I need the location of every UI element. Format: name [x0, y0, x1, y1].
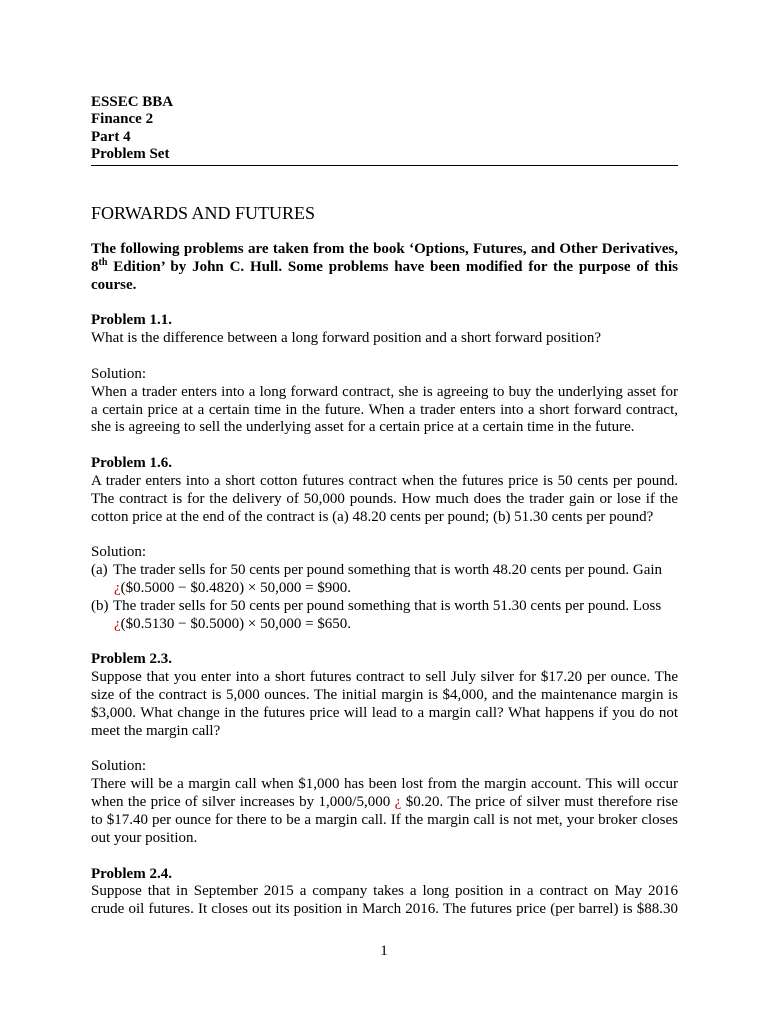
- problem-heading: Problem 1.1.: [91, 312, 172, 329]
- header-rule: [91, 165, 678, 166]
- solution-text-segment: when the price of silver increases by 1,000/5,000: [91, 794, 391, 811]
- problem-text-line: Suppose that in September 2015 a company takes a long position in a contract on May 2016: [91, 883, 678, 900]
- problem-text-line: meet the margin call?: [91, 722, 221, 739]
- solution-text-line: a certain price at a certain time in the future. When a trader enters into a short forward contract,: [91, 401, 678, 418]
- problem-2-4: [91, 866, 678, 920]
- page-number: 1: [380, 943, 388, 959]
- problem-text-line: crude oil futures. It closes out its position in March 2016. The futures price (per barrel) is $88.30: [91, 901, 678, 918]
- course-name: Finance 2: [91, 111, 154, 128]
- solution-1-1: [91, 366, 678, 437]
- page-title: FORWARDS AND FUTURES: [91, 203, 316, 223]
- problem-text-line: What is the difference between a long forward position and a short forward position?: [91, 330, 601, 347]
- edition-number: 8: [91, 258, 99, 275]
- document-body: [91, 241, 678, 937]
- equation-expression: ($0.5130 − $0.5000) × 50,000 = $650.: [120, 615, 352, 632]
- problem-1-6: [91, 455, 678, 526]
- edition-ordinal-suffix: th: [98, 256, 108, 268]
- solution-2-3: [91, 758, 678, 847]
- solution-text-line: When a trader enters into a long forward contract, she is agreeing to buy the underlying asset for: [91, 383, 678, 400]
- equation-a: [91, 580, 678, 598]
- intro-line: course.: [91, 276, 137, 293]
- intro-line-text: Edition’ by John C. Hull. Some problems have been modified for the purpose of this: [113, 258, 678, 275]
- solution-1-6: [91, 544, 678, 633]
- intro-paragraph: [91, 241, 678, 295]
- document-type: Problem Set: [91, 146, 170, 163]
- intro-line: [91, 256, 678, 277]
- solution-text-line: she is agreeing to sell the underlying asset for a certain price at a certain time in the future.: [91, 419, 635, 436]
- solution-label: Solution:: [91, 544, 147, 561]
- problem-text-line: $3,000. What change in the futures price will lead to a margin call? What happens if you do not: [91, 704, 678, 721]
- equation-b: [91, 616, 678, 634]
- item-label: (a): [91, 562, 108, 579]
- problem-text-line: size of the contract is 5,000 ounces. The initial margin is $4,000, and the maintenance margin is: [91, 687, 678, 704]
- missing-symbol-marker: ¿: [114, 615, 121, 632]
- problem-heading: Problem 2.3.: [91, 651, 172, 668]
- solution-text-line: [91, 794, 678, 812]
- item-text: The trader sells for 50 cents per pound something that is worth 51.30 cents per pound. Loss: [113, 597, 662, 614]
- problem-text-line: A trader enters into a short cotton futures contract when the futures price is 50 cents per pound.: [91, 472, 678, 489]
- missing-symbol-marker: ¿: [114, 580, 121, 597]
- item-text: The trader sells for 50 cents per pound something that is worth 48.20 cents per pound. Gain: [113, 562, 663, 579]
- missing-symbol-marker: ¿: [394, 794, 402, 811]
- problem-heading: Problem 2.4.: [91, 865, 172, 882]
- solution-text-line: out your position.: [91, 829, 198, 846]
- solution-item-b: [91, 598, 678, 616]
- intro-line: The following problems are taken from the book ‘Options, Futures, and Other Derivatives,: [91, 241, 678, 257]
- problem-text-line: Suppose that you enter into a short futures contract to sell July silver for $17.20 per ounce. The: [91, 669, 678, 686]
- solution-text-segment: $0.20. The price of silver must therefore rise: [405, 794, 679, 811]
- solution-text-line: to $17.40 per ounce for there to be a margin call. If the margin call is not met, your broker closes: [91, 812, 678, 828]
- problem-text-line: cotton price at the end of the contract is (a) 48.20 cents per pound; (b) 51.30 cents per pound?: [91, 508, 654, 525]
- equation-expression: ($0.5000 − $0.4820) × 50,000 = $900.: [120, 580, 352, 597]
- problem-1-1: [91, 312, 678, 348]
- problem-2-3: [91, 651, 678, 740]
- solution-label: Solution:: [91, 365, 147, 382]
- solution-item-a: [91, 562, 678, 580]
- solution-label: Solution:: [91, 758, 147, 775]
- school-name: ESSEC BBA: [91, 94, 174, 110]
- problem-text-line: The contract is for the delivery of 50,000 pounds. How much does the trader gain or lose if the: [91, 490, 678, 507]
- problem-heading: Problem 1.6.: [91, 455, 172, 472]
- part-number: Part 4: [91, 128, 131, 145]
- solution-text-line: There will be a margin call when $1,000 has been lost from the margin account. This will occur: [91, 776, 678, 793]
- item-label: (b): [91, 597, 109, 614]
- course-header: [91, 94, 678, 164]
